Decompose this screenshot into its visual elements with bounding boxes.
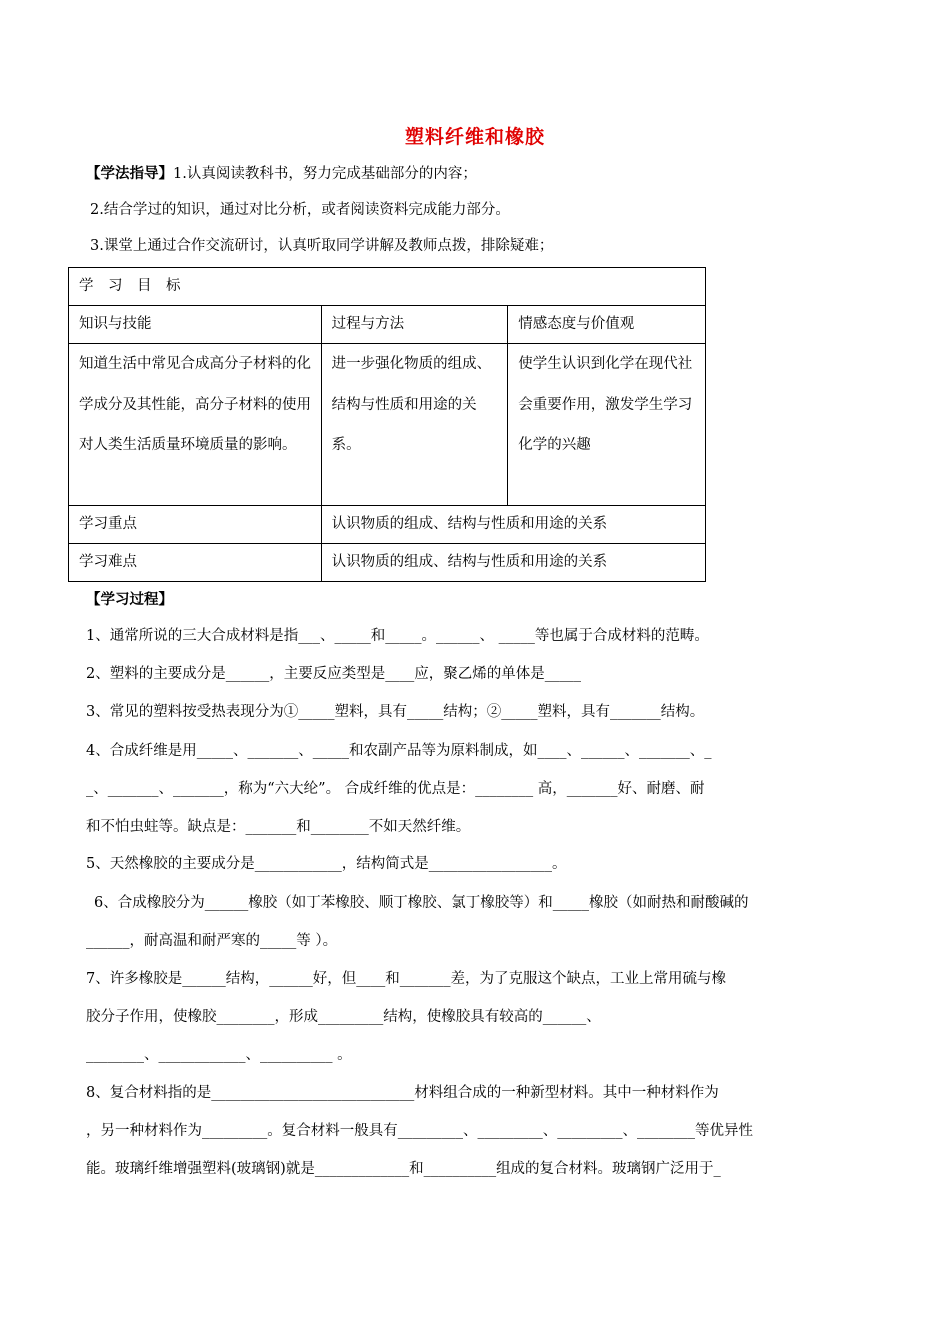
difficulty-value: 认识物质的组成、结构与性质和用途的关系	[321, 544, 705, 582]
table-col-attitude: 情感态度与价值观	[508, 306, 706, 344]
table-col-method: 过程与方法	[321, 306, 508, 344]
learning-goals-table	[68, 267, 706, 582]
key-point-label: 学习重点	[69, 506, 322, 544]
question-1: 1、通常所说的三大合成材料是指___、_____和_____。______、 _____等也属于合成材料的范畴。	[86, 628, 709, 644]
guide-text-1: 1.认真阅读教科书，努力完成基础部分的内容；	[173, 166, 477, 182]
attitude-text: 使学生认识到化学在现代社会重要作用，激发学生学习化学的兴趣	[518, 356, 693, 453]
guide-heading: 【学法指导】	[86, 165, 173, 182]
question-3: 3、常见的塑料按受热表现分为①_____塑料，具有_____结构；②_____塑料，具有_______结构。	[86, 704, 705, 720]
guide-line-1	[86, 164, 477, 184]
guide-line-3: 3.课堂上通过合作交流研讨，认真听取同学讲解及教师点拨，排除疑难；	[90, 238, 554, 254]
question-8-line-1: 8、复合材料指的是____________________________材料组合成的一种新型材料。其中一种材料作为	[86, 1085, 719, 1101]
table-cell-attitude	[508, 344, 706, 506]
question-4-line-1: 4、合成纤维是用_____、_______、_____和农副产品等为原料制成，如____、______、_______、_	[86, 743, 712, 759]
question-6-line-2: ______，耐高温和耐严寒的_____等 ）。	[86, 933, 338, 949]
table-cell-knowledge	[69, 344, 322, 506]
question-8-line-2: ，另一种材料作为_________。复合材料一般具有_________、_________、_________、________等优异性	[86, 1123, 753, 1139]
question-5: 5、天然橡胶的主要成分是____________，结构简式是_________________。	[86, 856, 567, 872]
page-title: 塑料纤维和橡胶	[404, 126, 545, 148]
method-text: 进一步强化物质的组成、结构与性质和用途的关系。	[331, 356, 492, 453]
guide-line-2: 2.结合学过的知识，通过对比分析，或者阅读资料完成能力部分。	[90, 202, 510, 218]
question-4-line-3: 和不怕虫蛀等。缺点是：_______和________不如天然纤维。	[86, 819, 471, 835]
question-6-line-1: 6、合成橡胶分为______橡胶（如丁苯橡胶、顺丁橡胶、氯丁橡胶等）和_____橡胶（如耐热和耐酸碱的	[94, 895, 749, 911]
difficulty-label: 学习难点	[69, 544, 322, 582]
question-7-line-1: 7、许多橡胶是______结构，______好，但____和_______差，为了克服这个缺点，工业上常用硫与橡	[86, 971, 726, 987]
table-col-knowledge: 知识与技能	[69, 306, 322, 344]
knowledge-text: 知道生活中常见合成高分子材料的化学成分及其性能，高分子材料的使用对人类生活质量环境质量的影响。	[79, 356, 311, 453]
question-2: 2、塑料的主要成分是______，主要反应类型是____应，聚乙烯的单体是_____	[86, 666, 581, 682]
process-heading: 【学习过程】	[86, 591, 173, 608]
question-4-line-2: _、_______、_______，称为“六大纶”。 合成纤维的优点是：________ 高，_______好、耐磨、耐	[86, 781, 705, 797]
question-7-line-3: ________、____________、__________ 。	[86, 1047, 352, 1063]
table-cell-method	[321, 344, 508, 506]
key-point-value: 认识物质的组成、结构与性质和用途的关系	[321, 506, 705, 544]
question-7-line-2: 胶分子作用，使橡胶________，形成_________结构，使橡胶具有较高的______、	[86, 1009, 601, 1025]
question-8-line-3: 能。玻璃纤维增强塑料(玻璃钢)就是_____________和__________组成的复合材料。玻璃钢广泛用于_	[86, 1161, 721, 1177]
table-header: 学 习 目 标	[69, 268, 706, 306]
